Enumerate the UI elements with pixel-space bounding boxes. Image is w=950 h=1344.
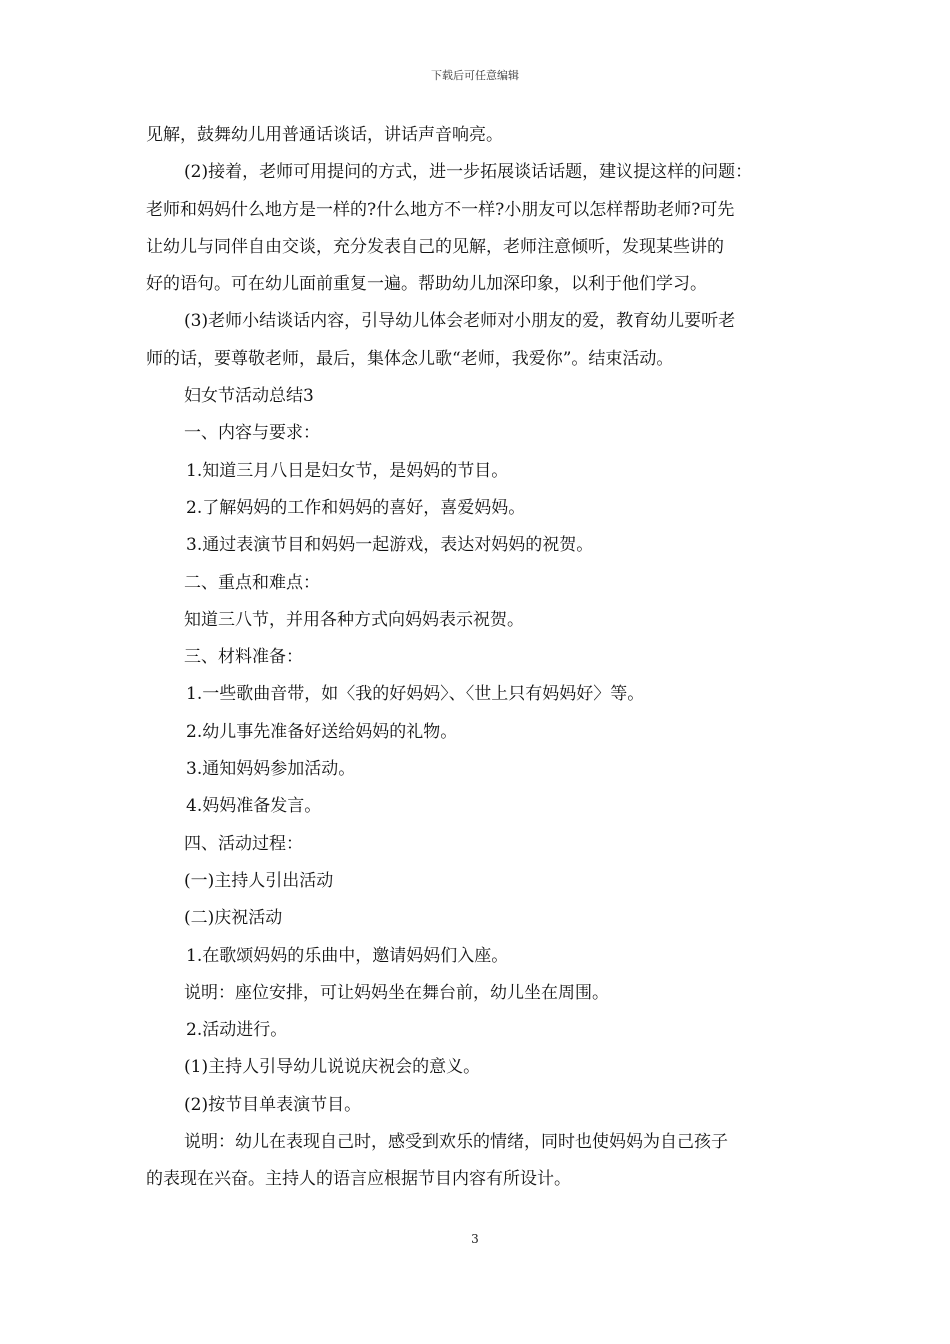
list-item: (2)按节目单表演节目。 — [184, 1094, 362, 1115]
paragraph-line: 见解，鼓舞幼儿用普通话谈话，讲话声音响亮。 — [146, 125, 503, 145]
list-item: 2.活动进行。 — [186, 1020, 288, 1041]
list-item: 3.通过表演节目和妈妈一起游戏，表达对妈妈的祝贺。 — [186, 535, 594, 556]
list-item: 1.知道三月八日是妇女节，是妈妈的节目。 — [186, 460, 509, 481]
list-item: 1.在歌颂妈妈的乐曲中，邀请妈妈们入座。 — [186, 945, 509, 966]
paragraph-line: 的表现在兴奋。主持人的语言应根据节目内容有所设计。 — [146, 1169, 571, 1190]
paragraph-line: (2)接着，老师可用提问的方式，进一步拓展谈话话题，建议提这样的问题： — [184, 162, 753, 183]
document-body — [146, 117, 816, 1199]
paragraph-line: (3)老师小结谈话内容，引导幼儿体会老师对小朋友的爱，教育幼儿要听老 — [184, 311, 736, 332]
section-heading: 三、材料准备： — [184, 647, 303, 668]
section-title: 妇女节活动总结3 — [184, 386, 314, 407]
paragraph-line: 知道三八节，并用各种方式向妈妈表示祝贺。 — [184, 609, 524, 630]
subsection-heading: (二)庆祝活动 — [184, 908, 283, 929]
section-heading: 一、内容与要求： — [184, 423, 320, 444]
paragraph-line: 说明：幼儿在表现自己时，感受到欢乐的情绪，同时也使妈妈为自己孩子 — [184, 1132, 728, 1153]
page-header: 下载后可任意编辑 — [431, 69, 519, 82]
paragraph-line: 说明：座位安排，可让妈妈坐在舞台前，幼儿坐在周围。 — [184, 982, 609, 1003]
paragraph-line: 师的话，要尊敬老师，最后，集体念儿歌“老师，我爱你”。结束活动。 — [146, 348, 674, 369]
paragraph-line: 好的语句。可在幼儿面前重复一遍。帮助幼儿加深印象，以利于他们学习。 — [146, 274, 707, 295]
list-item: (1)主持人引导幼儿说说庆祝会的意义。 — [184, 1057, 481, 1078]
list-item: 3.通知妈妈参加活动。 — [186, 759, 356, 780]
list-item: 2.幼儿事先准备好送给妈妈的礼物。 — [186, 721, 458, 742]
page-number: 3 — [471, 1232, 479, 1246]
paragraph-line: 让幼儿与同伴自由交谈，充分发表自己的见解，老师注意倾听，发现某些讲的 — [146, 236, 724, 257]
section-heading: 四、活动过程： — [184, 833, 303, 854]
list-item: 4.妈妈准备发言。 — [186, 796, 322, 817]
paragraph-line: 老师和妈妈什么地方是一样的?什么地方不一样?小朋友可以怎样帮助老师?可先 — [146, 199, 735, 220]
subsection-heading: (一)主持人引出活动 — [184, 870, 334, 891]
list-item: 2.了解妈妈的工作和妈妈的喜好，喜爱妈妈。 — [186, 497, 526, 518]
list-item: 1.一些歌曲音带，如〈我的好妈妈〉、〈世上只有妈妈好〉等。 — [186, 684, 645, 705]
section-heading: 二、重点和难点： — [184, 572, 320, 593]
